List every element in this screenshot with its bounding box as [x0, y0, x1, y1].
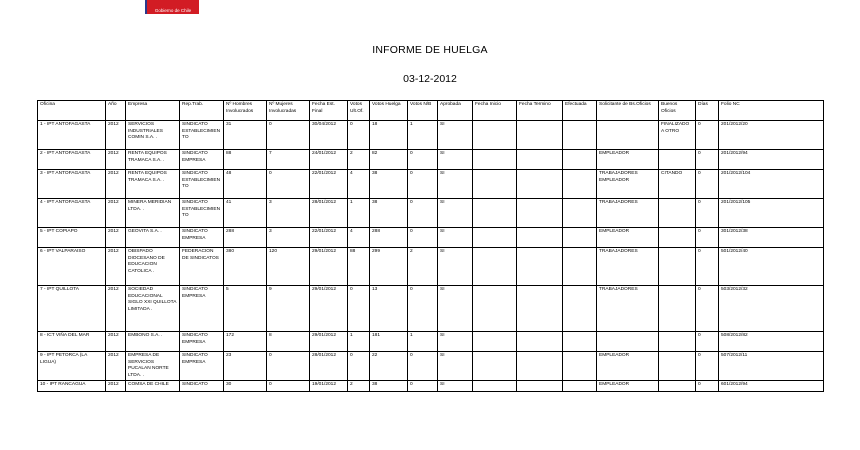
table-cell: SINDICATO: [180, 381, 224, 392]
table-cell: GEOVITA S.A. .: [126, 228, 180, 248]
table-cell: 31: [224, 121, 267, 150]
table-cell: SI: [438, 150, 473, 170]
table-cell: [659, 199, 696, 228]
table-cell: 601/2012/94: [719, 381, 824, 392]
table-cell: [563, 381, 597, 392]
table-cell: 9 - IPT PETORCA (LA LIGUA): [38, 352, 106, 381]
table-cell: 0: [408, 352, 438, 381]
table-cell: [517, 170, 563, 199]
table-cell: 22/01/2012: [310, 228, 348, 248]
table-cell: 29/01/2012: [310, 286, 348, 332]
table-cell: 2012: [106, 286, 126, 332]
table-cell: 299: [370, 248, 408, 286]
table-cell: TRABAJADORES: [597, 199, 659, 228]
table-cell: [473, 121, 517, 150]
table-cell: 0: [348, 286, 370, 332]
table-cell: 1: [408, 332, 438, 352]
table-cell: 201/2012/104: [719, 170, 824, 199]
table-cell: SINDICATO ESTABLECIMIENTO: [180, 199, 224, 228]
table-cell: 2012: [106, 381, 126, 392]
table-cell: 0: [267, 381, 310, 392]
table-cell: SINDICATO EMPRESA: [180, 150, 224, 170]
column-header: Empresa: [126, 101, 180, 121]
table-cell: 0: [348, 121, 370, 150]
table-cell: EMPLEADOR: [597, 228, 659, 248]
table-cell: 48: [224, 170, 267, 199]
table-cell: [517, 150, 563, 170]
table-cell: 0: [267, 121, 310, 150]
table-row: [38, 150, 824, 170]
table-cell: [473, 332, 517, 352]
table-cell: 28/01/2012: [310, 199, 348, 228]
table-cell: [473, 170, 517, 199]
table-cell: 201/2012/94: [719, 150, 824, 170]
table-cell: 8: [267, 332, 310, 352]
table-cell: SI: [438, 121, 473, 150]
table-cell: SI: [438, 248, 473, 286]
table-cell: 38: [370, 170, 408, 199]
table-cell: 30/04/2012: [310, 121, 348, 150]
logo-text: Gobierno de Chile: [154, 8, 192, 13]
table-cell: 0: [267, 170, 310, 199]
table-cell: SI: [438, 352, 473, 381]
table-cell: 0: [408, 286, 438, 332]
table-cell: 2012: [106, 332, 126, 352]
table-cell: TRABAJADORES EMPLEADOR: [597, 170, 659, 199]
table-cell: [473, 381, 517, 392]
table-cell: 2012: [106, 199, 126, 228]
table-cell: [563, 228, 597, 248]
table-cell: 4: [348, 228, 370, 248]
table-row: [38, 248, 824, 286]
table-row: [38, 286, 824, 332]
table-cell: [517, 381, 563, 392]
table-cell: EMBONO S.A. .: [126, 332, 180, 352]
table-cell: 24/01/2012: [310, 150, 348, 170]
table-cell: 0: [696, 352, 719, 381]
table-cell: FEDERACION DE SINDICATOS: [180, 248, 224, 286]
table-cell: RENTA EQUIPOS TRAMACA S.A. .: [126, 150, 180, 170]
table-cell: 7: [267, 150, 310, 170]
table-cell: SI: [438, 228, 473, 248]
table-cell: MINERA MERIDIAN LTDA. .: [126, 199, 180, 228]
table-cell: [517, 228, 563, 248]
column-header: Nº Mujeres Involucradas: [267, 101, 310, 121]
table-cell: 1 - IPT ANTOFAGASTA: [38, 121, 106, 150]
table-cell: EMPLEADOR: [597, 352, 659, 381]
table-cell: 29/01/2012: [310, 332, 348, 352]
table-cell: 2012: [106, 121, 126, 150]
table-cell: [563, 332, 597, 352]
report-date: 03-12-2012: [403, 73, 457, 85]
table-cell: EMPRESA DE SERVICIOS PUCALAN NORTE LTDA. .: [126, 352, 180, 381]
table-cell: [659, 381, 696, 392]
column-header: Buenos Oficios: [659, 101, 696, 121]
table-cell: [517, 332, 563, 352]
table-cell: 88: [348, 248, 370, 286]
table-cell: [563, 199, 597, 228]
table-cell: SINDICATO ESTABLECIMIENTO: [180, 170, 224, 199]
column-header: Efectuada: [563, 101, 597, 121]
table-cell: [659, 286, 696, 332]
table-cell: 288: [224, 228, 267, 248]
table-cell: SERVICIOS INDUSTRIALES COMIN S.A. .: [126, 121, 180, 150]
table-cell: [563, 248, 597, 286]
table-cell: [517, 248, 563, 286]
table-cell: 38: [370, 199, 408, 228]
table-cell: 6 - IPT VALPARAISO: [38, 248, 106, 286]
table-cell: 201/2012/105: [719, 199, 824, 228]
column-header: Votos Ult.Of.: [348, 101, 370, 121]
table-cell: SINDICATO EMPRESA: [180, 286, 224, 332]
table-cell: [659, 228, 696, 248]
table-cell: 2012: [106, 150, 126, 170]
table-cell: SI: [438, 199, 473, 228]
table-cell: SI: [438, 170, 473, 199]
table-cell: 1: [348, 332, 370, 352]
table-body: [38, 121, 824, 392]
table-cell: 5: [224, 286, 267, 332]
table-cell: 2012: [106, 228, 126, 248]
table-cell: 82: [370, 150, 408, 170]
column-header: Folio NC: [719, 101, 824, 121]
table-cell: 0: [696, 121, 719, 150]
table-cell: 181: [370, 332, 408, 352]
table-row: [38, 352, 824, 381]
table-cell: [517, 286, 563, 332]
table-cell: 23: [224, 352, 267, 381]
table-cell: TRABAJADORES: [597, 248, 659, 286]
table-cell: 13: [370, 286, 408, 332]
table-cell: 503/2012/32: [719, 286, 824, 332]
table-cell: OBISPADO DIOCESANO DE EDUCACION CATOLICA .: [126, 248, 180, 286]
table-row: [38, 121, 824, 150]
table-row: [38, 332, 824, 352]
table-cell: 501/2012/40: [719, 248, 824, 286]
table-cell: 22: [370, 352, 408, 381]
table-cell: 30: [224, 381, 267, 392]
table-cell: 7 - IPT QUILLOTA: [38, 286, 106, 332]
table-cell: [563, 286, 597, 332]
table-cell: [517, 352, 563, 381]
table-cell: SINDICATO EMPRESA: [180, 332, 224, 352]
table-cell: 0: [696, 170, 719, 199]
table-cell: 288: [370, 228, 408, 248]
table-cell: CITANDO: [659, 170, 696, 199]
table-cell: COMSA DE CHILE: [126, 381, 180, 392]
table-cell: 3: [267, 228, 310, 248]
column-header: Aprobada: [438, 101, 473, 121]
table-cell: 4: [348, 170, 370, 199]
table-cell: SI: [438, 286, 473, 332]
table-cell: 28/01/2012: [310, 352, 348, 381]
column-header: Oficina: [38, 101, 106, 121]
table-row: [38, 381, 824, 392]
table-cell: [597, 332, 659, 352]
table-cell: SINDICATO EMPRESA: [180, 352, 224, 381]
table-cell: 380: [224, 248, 267, 286]
table-cell: SINDICATO EMPRESA: [180, 228, 224, 248]
table-cell: 10 - IPT RANCAGUA: [38, 381, 106, 392]
table-cell: SOCIEDAD EDUCACIONAL SIGLO XXI QUILLOTA LIMITADA .: [126, 286, 180, 332]
table-cell: 1: [408, 121, 438, 150]
table-cell: [659, 248, 696, 286]
table-cell: 2: [348, 381, 370, 392]
table-cell: 2: [408, 248, 438, 286]
column-header: Fecha Est. Final: [310, 101, 348, 121]
table-cell: 29/01/2012: [310, 248, 348, 286]
table-cell: 301/2012/38: [719, 228, 824, 248]
table-cell: 0: [408, 170, 438, 199]
table-cell: 0: [696, 199, 719, 228]
table-cell: 1: [348, 199, 370, 228]
table-cell: SI: [438, 332, 473, 352]
table-cell: 507/2012/11: [719, 352, 824, 381]
column-header: Fecha Inicio: [473, 101, 517, 121]
table-cell: [473, 228, 517, 248]
table-cell: [473, 150, 517, 170]
strike-report-table: [37, 100, 824, 392]
table-cell: 0: [696, 381, 719, 392]
table-row: [38, 170, 824, 199]
table-cell: EMPLEADOR: [597, 150, 659, 170]
table-cell: 0: [408, 199, 438, 228]
table-cell: 2012: [106, 170, 126, 199]
column-header: Año: [106, 101, 126, 121]
table-cell: RENTA EQUIPOS TRAMACA S.A. .: [126, 170, 180, 199]
table-cell: 0: [408, 228, 438, 248]
table-cell: [517, 121, 563, 150]
table-cell: 0: [408, 150, 438, 170]
table-cell: 2: [348, 150, 370, 170]
column-header: Rep.Trab.: [180, 101, 224, 121]
table-cell: 2 - IPT ANTOFAGASTA: [38, 150, 106, 170]
table-row: [38, 228, 824, 248]
table-cell: 41: [224, 199, 267, 228]
table-cell: 8 - ICT VIÑA DEL MAR: [38, 332, 106, 352]
table-cell: TRABAJADORES: [597, 286, 659, 332]
table-cell: 5 - IPT COPIAPO: [38, 228, 106, 248]
report-title: INFORME DE HUELGA: [372, 44, 488, 56]
table-cell: 0: [696, 150, 719, 170]
table-cell: 3 - IPT ANTOFAGASTA: [38, 170, 106, 199]
table-cell: [659, 150, 696, 170]
table-cell: [597, 121, 659, 150]
table-cell: [473, 286, 517, 332]
table-cell: 9: [267, 286, 310, 332]
table-cell: 508/2012/82: [719, 332, 824, 352]
table-cell: 22/01/2012: [310, 170, 348, 199]
table-cell: 0: [267, 352, 310, 381]
table-cell: 4 - IPT ANTOFAGASTA: [38, 199, 106, 228]
table-cell: 19/01/2012: [310, 381, 348, 392]
table-cell: EMPLEADOR: [597, 381, 659, 392]
table-cell: [563, 150, 597, 170]
table-cell: 172: [224, 332, 267, 352]
table-cell: 38: [370, 381, 408, 392]
table-cell: 3: [267, 199, 310, 228]
table-cell: [659, 352, 696, 381]
table-cell: [517, 199, 563, 228]
column-header: Fecha Termino: [517, 101, 563, 121]
table-cell: 0: [696, 228, 719, 248]
table-cell: FINALIZADO A OTRO: [659, 121, 696, 150]
column-header: Votos Huelga: [370, 101, 408, 121]
table-cell: [473, 248, 517, 286]
column-header: Votos N/B: [408, 101, 438, 121]
table-cell: [473, 199, 517, 228]
table-cell: 2012: [106, 248, 126, 286]
table-cell: 0: [408, 381, 438, 392]
table-cell: 0: [696, 332, 719, 352]
table-cell: [563, 121, 597, 150]
table-cell: 0: [348, 352, 370, 381]
table-cell: 201/2012/20: [719, 121, 824, 150]
column-header: Nº Hombres Involucrados: [224, 101, 267, 121]
table-cell: 0: [696, 286, 719, 332]
table-header-row: [38, 101, 824, 121]
table-cell: 120: [267, 248, 310, 286]
table-row: [38, 199, 824, 228]
table-cell: 18: [370, 121, 408, 150]
table-cell: 0: [696, 248, 719, 286]
table-cell: SINDICATO ESTABLECIMIENTO: [180, 121, 224, 150]
column-header: Solicitante de Bs.Oficios: [597, 101, 659, 121]
table-cell: [563, 352, 597, 381]
table-cell: [563, 170, 597, 199]
table-cell: 88: [224, 150, 267, 170]
table-cell: 2012: [106, 352, 126, 381]
table-cell: SI: [438, 381, 473, 392]
table-cell: [659, 332, 696, 352]
government-logo: [147, 0, 199, 14]
column-header: Días: [696, 101, 719, 121]
table-cell: [473, 352, 517, 381]
